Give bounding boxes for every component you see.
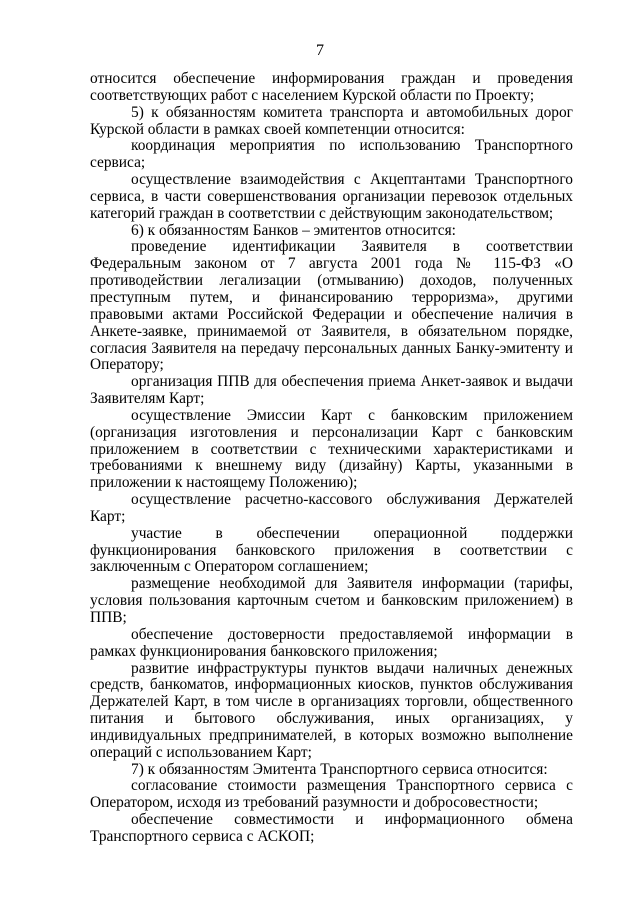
paragraph: 7) к обязанностям Эмитента Транспортного сервиса относится: [131, 760, 548, 778]
paragraph: развитие инфраструктуры пунктов выдачи наличных денежных средств, банкоматов, информационных киосков, пунктов обслуживания Держателей Карт, в том числе в организациях торговли, общественного питания и бытового обслуживания, иных организациях, у индивидуальных предпринимателей, в которых возможно выполнение операций с использованием Карт; [90, 659, 573, 761]
paragraph: согласование стоимости размещения Транспортного сервиса с Оператором, исходя из требований разумности и добросовестности; [90, 777, 573, 812]
paragraph: размещение необходимой для Заявителя информации (тарифы, условия пользования карточным счетом и банковским приложением) в ППВ; [90, 575, 573, 626]
paragraph: осуществление Эмиссии Карт с банковским приложением (организация изготовления и персонализации Карт с банковским приложением в соответствии с техническими характеристиками и требованиями к внешнему виду (дизайну) Карты, указанными в приложении к настоящему Положению); [90, 406, 573, 492]
page-number: 7 [316, 42, 324, 59]
paragraph: осуществление взаимодействия с Акцептантами Транспортного сервиса, в части совершенствования организации перевозок отдельных категорий граждан в соответствии с действующим законодательством; [90, 171, 573, 222]
paragraph: координация мероприятия по использованию Транспортного сервиса; [90, 137, 573, 172]
document-body [90, 71, 573, 846]
paragraph: обеспечение достоверности предоставляемой информации в рамках функционирования банковского приложения; [90, 625, 573, 660]
paragraph: проведение идентификации Заявителя в соответствии Федеральным законом от 7 августа 2001 года № 115-ФЗ «О противодействии легализации (отмыванию) доходов, полученных преступным путем, и финансированию терроризма», другими правовыми актами Российской Федерации и обеспечение наличия в Анкете-заявке, принимаемой от Заявителя, в обязательном порядке, согласия Заявителя на передачу персональных данных Банку-эмитенту и Оператору; [90, 238, 573, 374]
paragraph: относится обеспечение информирования граждан и проведения соответствующих работ с населением Курской области по Проекту; [90, 70, 573, 104]
paragraph: организация ППВ для обеспечения приема Анкет-заявок и выдачи Заявителям Карт; [90, 373, 573, 408]
paragraph: 6) к обязанностям Банков – эмитентов относится: [131, 221, 456, 239]
paragraph: участие в обеспечении операционной поддержки функционирования банковского приложения в соответствии с заключенным с Оператором соглашением; [90, 524, 573, 576]
paragraph: 5) к обязанностям комитета транспорта и автомобильных дорог Курской области в рамках своей компетенции относится: [90, 103, 573, 138]
paragraph: обеспечение совместимости и информационного обмена Транспортного сервиса с АСКОП; [90, 811, 573, 845]
paragraph: осуществление расчетно-кассового обслуживания Держателей Карт; [90, 491, 573, 525]
